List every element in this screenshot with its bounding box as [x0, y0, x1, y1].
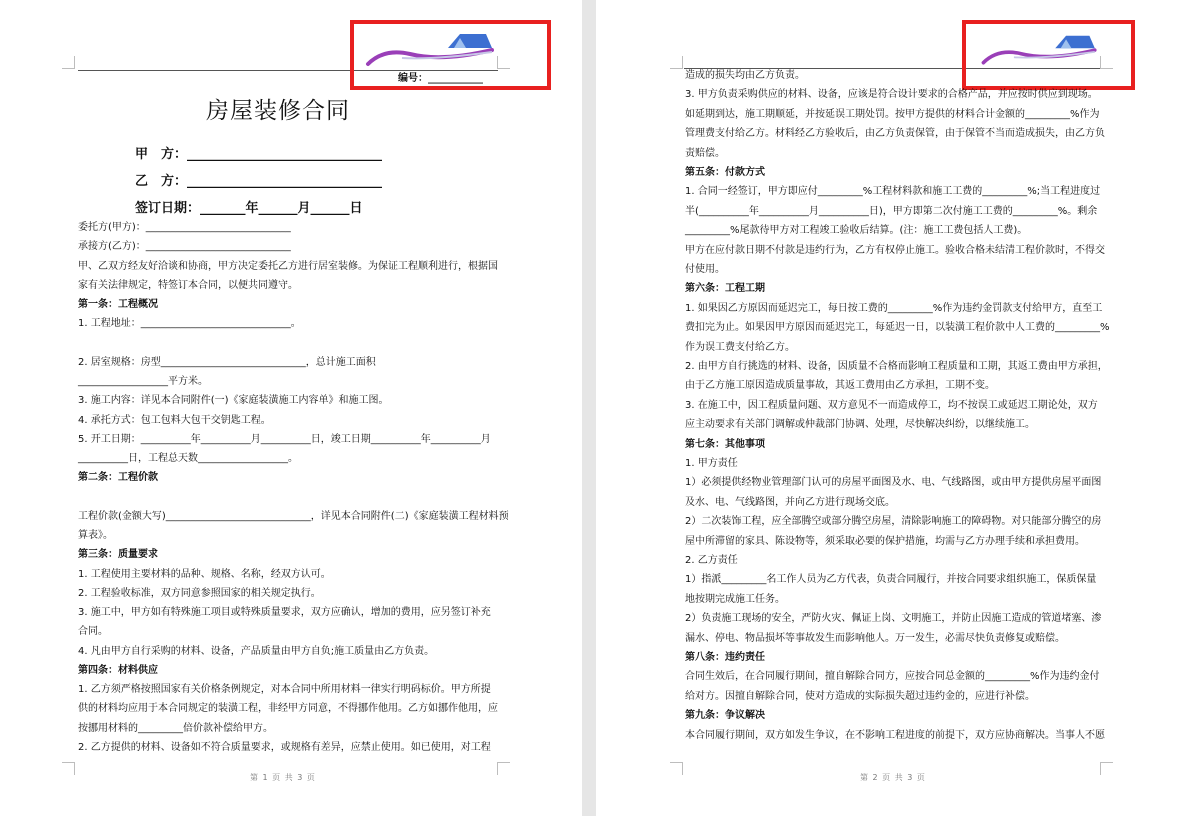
body-text-line: 甲、乙双方经友好洽谈和协商，甲方决定委托乙方进行居室装修。为保证工程顺利进行，根据国: [78, 260, 498, 272]
body-text-line: 3. 甲方负责采购供应的材料、设备，应该是符合设计要求的合格产品，并应按时供应到现场。: [685, 89, 1098, 101]
body-text-line: 4. 承托方式：包工包料大包干交钥匙工程。: [78, 414, 271, 426]
body-text-line: 作为误工费支付给乙方。: [685, 341, 795, 353]
logo-highlight-box: [350, 20, 551, 90]
body-text-line: 付使用。: [685, 264, 725, 275]
body-text-line: 2. 工程验收标准，双方同意参照国家的相关规定执行。: [78, 587, 321, 599]
document-page-2: [596, 0, 1192, 816]
section-heading: 第三条：质量要求: [78, 549, 158, 561]
body-text-line: 1. 甲方责任: [685, 458, 738, 469]
body-text-line: 算表》。: [78, 530, 113, 541]
body-text-line: 责赔偿。: [685, 147, 725, 159]
body-text-line: 造成的损失均由乙方负责。: [685, 70, 805, 81]
body-text-line: 2）二次装饰工程，应全部腾空或部分腾空房屋，清除影响施工的障碍物。对只能部分腾空的房: [685, 516, 1102, 528]
body-text-line: 2. 由甲方自行挑选的材料、设备，因质量不合格而影响工程质量和工期，其返工费由甲方承担，: [685, 361, 1108, 372]
section-heading: 第八条：违约责任: [685, 652, 765, 663]
serial-number-label: 编号：___________: [398, 73, 483, 84]
margin-corner-mark: [670, 56, 683, 69]
party-b-line: 乙 方：______________________________: [135, 174, 383, 189]
body-text-line: 地按期完成施工任务。: [685, 593, 785, 605]
body-text-line: 及水、电、气线路图，并向乙方进行现场交底。: [685, 496, 895, 508]
body-text-line: 供的材料均应用于本合同规定的装潢工程，非经甲方同意，不得挪作他用。乙方如挪作他用，应: [78, 703, 498, 715]
body-text-line: 委托方(甲方)：_____________________________: [78, 222, 291, 233]
margin-corner-mark: [497, 762, 510, 775]
body-text-line: 5. 开工日期：__________年__________月__________日，竣工日期__________年__________月: [78, 433, 491, 445]
margin-corner-mark: [62, 56, 75, 69]
body-text-line: 半(__________年__________月__________日)，甲方即第二次付施工工费的_________%。剩余: [685, 205, 1098, 217]
body-text-line: __________日，工程总天数__________________。: [78, 453, 298, 464]
body-text-line: 2. 居室规格：房型_____________________________，总计施工面积: [78, 356, 376, 368]
body-text-line: 1. 工程地址：______________________________。: [78, 318, 301, 330]
section-heading: 第四条：材料供应: [78, 664, 158, 676]
body-text-line: 应主动要求有关部门调解或仲裁部门协调、处理，尽快解决纠纷，以继续施工。: [685, 419, 1035, 431]
body-text-line: 屋中所滞留的家具、陈设物等，须采取必要的保护措施，均需与乙方办理手续和承担费用。: [685, 535, 1085, 547]
party-a-line: 甲 方：______________________________: [135, 147, 383, 162]
body-text-line: 家有关法律规定，特签订本合同，以便共同遵守。: [78, 279, 298, 291]
body-text-line: 2. 乙方提供的材料、设备如不符合质量要求，或规格有差异，应禁止使用。如已使用，对工程: [78, 741, 491, 753]
section-heading: 第七条：其他事项: [685, 438, 765, 450]
body-text-line: 本合同履行期间，双方如发生争议，在不影响工程进度的前提下，双方应协商解决。当事人不愿: [685, 729, 1105, 741]
body-text-line: 3. 在施工中，因工程质量问题、双方意见不一而造成停工，均不按误工或延迟工期论处，双方: [685, 399, 1098, 411]
body-text-line: 合同生效后，在合同履行期间，擅自解除合同方，应按合同总金额的_________%作为违约金付: [685, 671, 1100, 683]
logo-highlight-box: [962, 20, 1135, 90]
body-text-line: 4. 凡由甲方自行采购的材料、设备，产品质量由甲方自负;施工质量由乙方负责。: [78, 645, 435, 657]
body-text-line: 1）必须提供经物业管理部门认可的房屋平面图及水、电、气线路图，或由甲方提供房屋平面图: [685, 477, 1102, 489]
section-heading: 第一条：工程概况: [78, 299, 158, 310]
body-text-line: _________%尾款待甲方对工程竣工验收后结算。(注：施工工费包括人工费)。: [685, 225, 1028, 237]
contract-title: 房屋装修合同: [206, 98, 350, 124]
margin-corner-mark: [670, 762, 683, 775]
body-text-line: 3. 施工中，甲方如有特殊施工项目或特殊质量要求，双方应确认，增加的费用，应另签订补充: [78, 607, 491, 618]
body-text-line: 1. 合同一经签订，甲方即应付_________%工程材料款和施工工费的_________%;当工程进度过: [685, 186, 1101, 198]
body-text-line: 1. 工程使用主要材料的品种、规格、名称，经双方认可。: [78, 568, 331, 580]
margin-corner-mark: [62, 762, 75, 775]
body-text-line: 1）指派_________名工作人员为乙方代表，负责合同履行，并按合同要求组织施工，保质保量: [685, 574, 1097, 586]
body-text-line: 合同。: [78, 626, 108, 638]
section-heading: 第九条：争议解决: [685, 710, 765, 722]
section-heading: 第五条：付款方式: [685, 167, 765, 178]
body-text-line: __________________平方米。: [78, 376, 208, 387]
body-text-line: 3. 施工内容：详见本合同附件(一)《家庭装潢施工内容单》和施工图。: [78, 395, 389, 407]
body-text-line: 由于乙方施工原因造成质量事故，其返工费用由乙方承担，工期不变。: [685, 380, 995, 392]
body-text-line: 按挪用材料的_________倍价款补偿给甲方。: [78, 722, 273, 734]
body-text-line: 甲方在应付款日期不付款是违约行为，乙方有权停止施工。验收合格未结清工程价款时，不得交: [685, 244, 1105, 256]
body-text-line: 如延期到达，施工期顺延，并按延误工期处罚。按甲方提供的材料合计金额的_________%作为: [685, 108, 1100, 120]
margin-corner-mark: [1100, 762, 1113, 775]
body-text-line: 管理费支付给乙方。材料经乙方验收后，由乙方负责保管，由于保管不当而造成损失，由乙方负: [685, 128, 1105, 140]
body-text-line: 给对方。因擅自解除合同，使对方造成的实际损失超过违约金的，应进行补偿。: [685, 690, 1035, 702]
page-footer: 第 1 页 共 3 页: [250, 773, 316, 782]
section-heading: 第二条：工程价款: [78, 472, 158, 484]
section-heading: 第六条：工程工期: [685, 283, 765, 295]
body-text-line: 2. 乙方责任: [685, 555, 738, 566]
body-text-line: 工程价款(金额大写)_____________________________，详见本合同附件(二)《家庭装潢工程材料预: [78, 510, 509, 522]
body-text-line: 费扣完为止。如果因甲方原因而延迟完工，每延迟一日，以装潢工程价款中人工费的_________%: [685, 322, 1110, 334]
body-text-line: 1. 乙方须严格按照国家有关价格条例规定，对本合同中所用材料一律实行明码标价。甲方所提: [78, 684, 491, 695]
body-text-line: 1. 如果因乙方原因而延迟完工，每日按工费的_________%作为违约金罚款支付给甲方，直至工: [685, 302, 1103, 314]
body-text-line: 承接方(乙方)：_____________________________: [78, 241, 291, 253]
body-text-line: 漏水、停电、物品损坏等事故发生而影响他人。万一发生，必需尽快负责修复或赔偿。: [685, 632, 1065, 644]
sign-date-line: 签订日期：_______年______月______日: [135, 201, 363, 216]
body-text-line: 2）负责施工现场的安全，严防火灾、佩证上岗、文明施工，并防止因施工造成的管道堵塞、渗: [685, 613, 1102, 625]
page-footer: 第 2 页 共 3 页: [860, 773, 926, 782]
document-page-1: [0, 0, 582, 816]
